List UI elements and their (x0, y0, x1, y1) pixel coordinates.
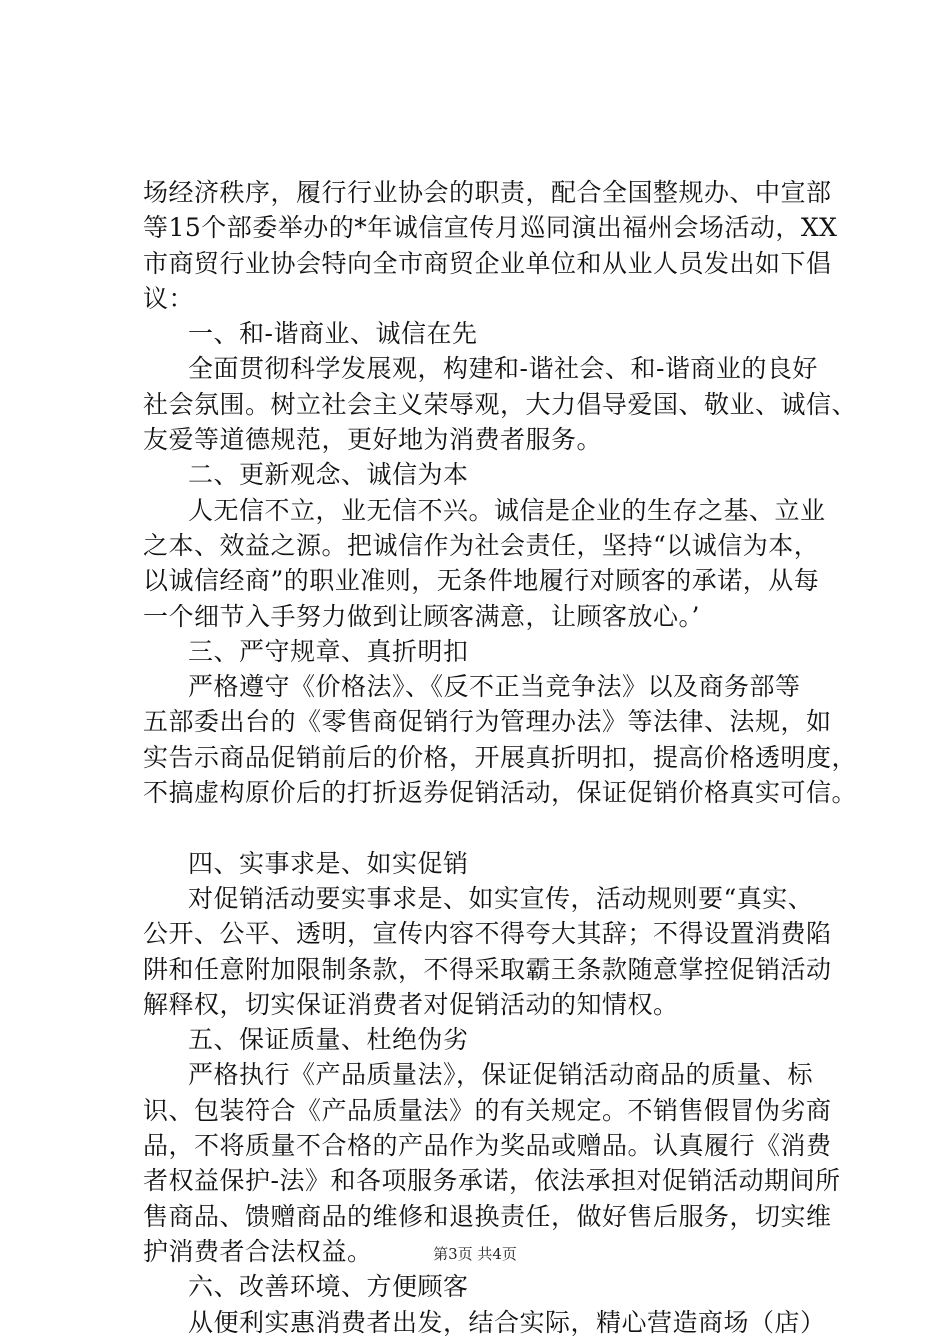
paragraph-line: 严格执行《产品质量法》，保证促销活动商品的质量、标 (188, 1060, 814, 1090)
paragraph-line: 议： (143, 283, 195, 313)
paragraph-line: 社会氛围。树立社会主义荣辱观，大力倡导爱国、敬业、诚信、 (143, 389, 858, 419)
paragraph-line: 人无信不立，业无信不兴。诚信是企业的生存之基、立业 (188, 495, 826, 525)
section-heading: 六、改善环境、方便顾客 (188, 1272, 469, 1302)
paragraph-line: 全面贯彻科学发展观，构建和-谐社会、和-谐商业的良好 (188, 354, 818, 384)
page-number-footer: 第3页 共4页 (433, 1245, 517, 1263)
paragraph-line: 者权益保护-法》和各项服务承诺，依法承担对促销活动期间所 (143, 1166, 841, 1196)
paragraph-line: 一个细节入手努力做到让顾客满意，让顾客放心。’ (143, 601, 700, 631)
paragraph-line: 公开、公平、透明，宣传内容不得夸大其辞；不得设置消费陷 (143, 919, 832, 949)
section-heading: 五、保证质量、杜绝伪劣 (188, 1025, 469, 1055)
section-heading: 四、实事求是、如实促销 (188, 848, 469, 878)
blank-line (143, 810, 843, 845)
paragraph-line: 等15个部委举办的*年诚信宣传月巡同演出福州会场活动，XX (143, 213, 838, 243)
section-heading: 二、更新观念、诚信为本 (188, 460, 469, 490)
paragraph-line: 不搞虚构原价后的打折返券促销活动，保证促销价格真实可信。 (143, 778, 858, 808)
paragraph-line: 从便利实惠消费者出发，结合实际，精心营造商场（店） (188, 1307, 826, 1337)
paragraph-line: 严格遵守《价格法》、《反不正当竞争法》以及商务部等 (188, 672, 801, 702)
paragraph-line: 以诚信经商”的职业准则，无条件地履行对顾客的承诺，从每 (143, 566, 820, 596)
paragraph-line: 场经济秩序，履行行业协会的职责，配合全国整规办、中宣部 (143, 178, 832, 207)
paragraph-line: 阱和任意附加限制条款，不得采取霸王条款随意掌控促销活动 (143, 954, 832, 984)
paragraph-line: 市商贸行业协会特向全市商贸企业单位和从业人员发出如下倡 (143, 248, 832, 278)
paragraph-line: 友爱等道德规范，更好地为消费者服务。 (143, 425, 603, 455)
section-heading: 一、和-谐商业、诚信在先 (188, 319, 478, 349)
section-heading: 三、严守规章、真折明扣 (188, 636, 469, 666)
paragraph-line: 品，不将质量不合格的产品作为奖品或赠品。认真履行《消费 (143, 1131, 832, 1161)
paragraph-line: 解释权，切实保证消费者对促销活动的知情权。 (143, 989, 679, 1019)
document-body (143, 175, 858, 1340)
paragraph-line: 实告示商品促销前后的价格，开展真折明扣，提高价格透明度， (143, 742, 858, 772)
paragraph-line: 护消费者合法权益。 (143, 1236, 373, 1266)
paragraph-line: 对促销活动要实事求是、如实宣传，活动规则要“真实、 (188, 883, 814, 913)
paragraph-line: 之本、效益之源。把诚信作为社会责任，坚持“以诚信为本， (143, 530, 820, 560)
paragraph-line: 售商品、馈赠商品的维修和退换责任，做好售后服务，切实维 (143, 1201, 832, 1231)
paragraph-line: 识、包装符合《产品质量法》的有关规定。不销售假冒伪劣商 (143, 1095, 832, 1125)
paragraph-line: 五部委出台的《零售商促销行为管理办法》等法律、法规，如 (143, 707, 832, 737)
